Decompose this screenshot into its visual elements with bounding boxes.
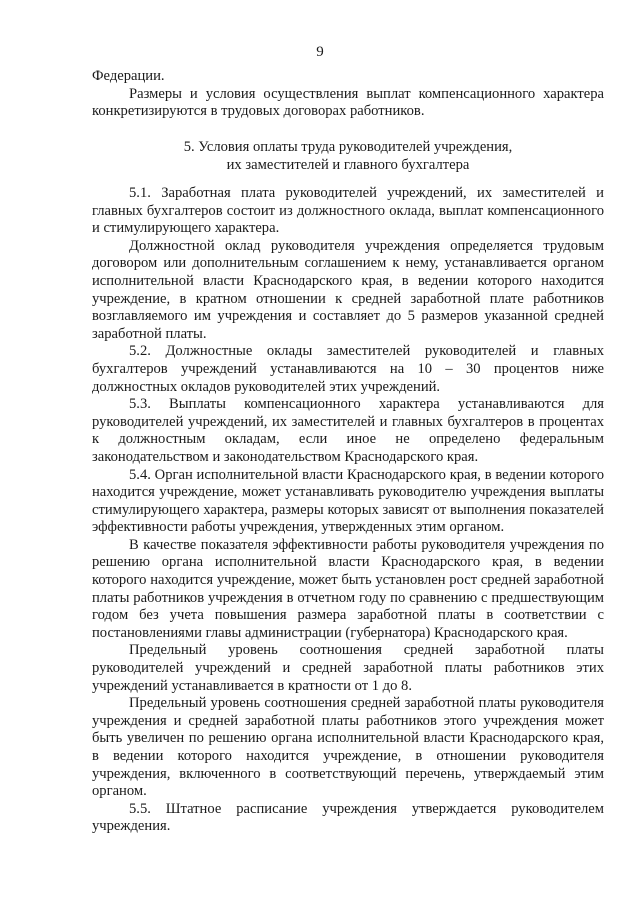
paragraph-efficiency-indicator: В качестве показателя эффективности работы руководителя учреждения по решению органа исполнительной власти Краснодарского края, в ведении которого находится учреждение, может быть установлен рост средней заработной платы работников учреждения в отчетном году по сравнению с предшествующим годом без учета повышения размера заработной платы в соответствии с постановлениями главы администрации (губернатора) Краснодарского края. [92,536,604,641]
section-heading-line1: 5. Условия оплаты труда руководителей учреждения, [183,139,513,155]
paragraph-5-2: 5.2. Должностные оклады заместителей руководителей и главных бухгалтеров учреждений устанавливаются на 10 – 30 процентов ниже должностных окладов руководителей этих учреждений. [92,343,604,395]
paragraph-ratio-increase: Предельный уровень соотношения средней заработной платы руководителя учреждения и средней заработной платы работников этого учреждения может быть увеличен по решению органа исполнительной власти Краснодарского края, в ведении которого находится учреждение, в отношении руководителя учреждения, включенного в соответствующий перечень, утверждаемый этим органом. [92,695,604,800]
section-body [92,185,604,836]
paragraph-5-5: 5.5. Штатное расписание учреждения утверждается руководителем учреждения. [92,800,604,835]
paragraph-continuation: Федерации. [92,68,165,84]
paragraph-ratio-limit: Предельный уровень соотношения средней заработной платы руководителей учреждений и средней заработной платы работников этих учреждений устанавливается в кратности от 1 до 8. [92,642,604,694]
paragraph-compensation-terms: Размеры и условия осуществления выплат компенсационного характера конкретизируются в трудовых договорах работников. [92,85,604,120]
paragraph-5-4: 5.4. Орган исполнительной власти Краснодарского края, в ведении которого находится учреждение, может устанавливать руководителю учреждения выплаты стимулирующего характера, размеры которых зависят от выполнения показателей эффективности работы учреждения, утвержденных этим органом. [92,466,604,536]
section-heading-line2: их заместителей и главного бухгалтера [226,156,470,173]
paragraph-director-salary: Должностной оклад руководителя учреждения определяется трудовым договором или дополнительным соглашением к нему, устанавливается органом исполнительной власти Краснодарского края, в ведении которого находится учреждение, в кратном отношении к средней заработной плате работников возглавляемого им учреждения и составляет до 5 размеров указанной средней заработной платы. [92,237,604,342]
paragraph-5-1: 5.1. Заработная плата руководителей учреждений, их заместителей и главных бухгалтеров состоит из должностного оклада, выплат компенсационного и стимулирующего характера. [92,185,604,237]
paragraph-5-3: 5.3. Выплаты компенсационного характера устанавливаются для руководителей учреждений, их заместителей и главных бухгалтеров в процентах к должностным окладам, если иное не определено федеральным законодательством и законодательством Краснодарского края. [92,396,604,465]
top-text-block [92,68,604,121]
section-heading [92,139,604,174]
page-number: 9 [316,44,324,60]
